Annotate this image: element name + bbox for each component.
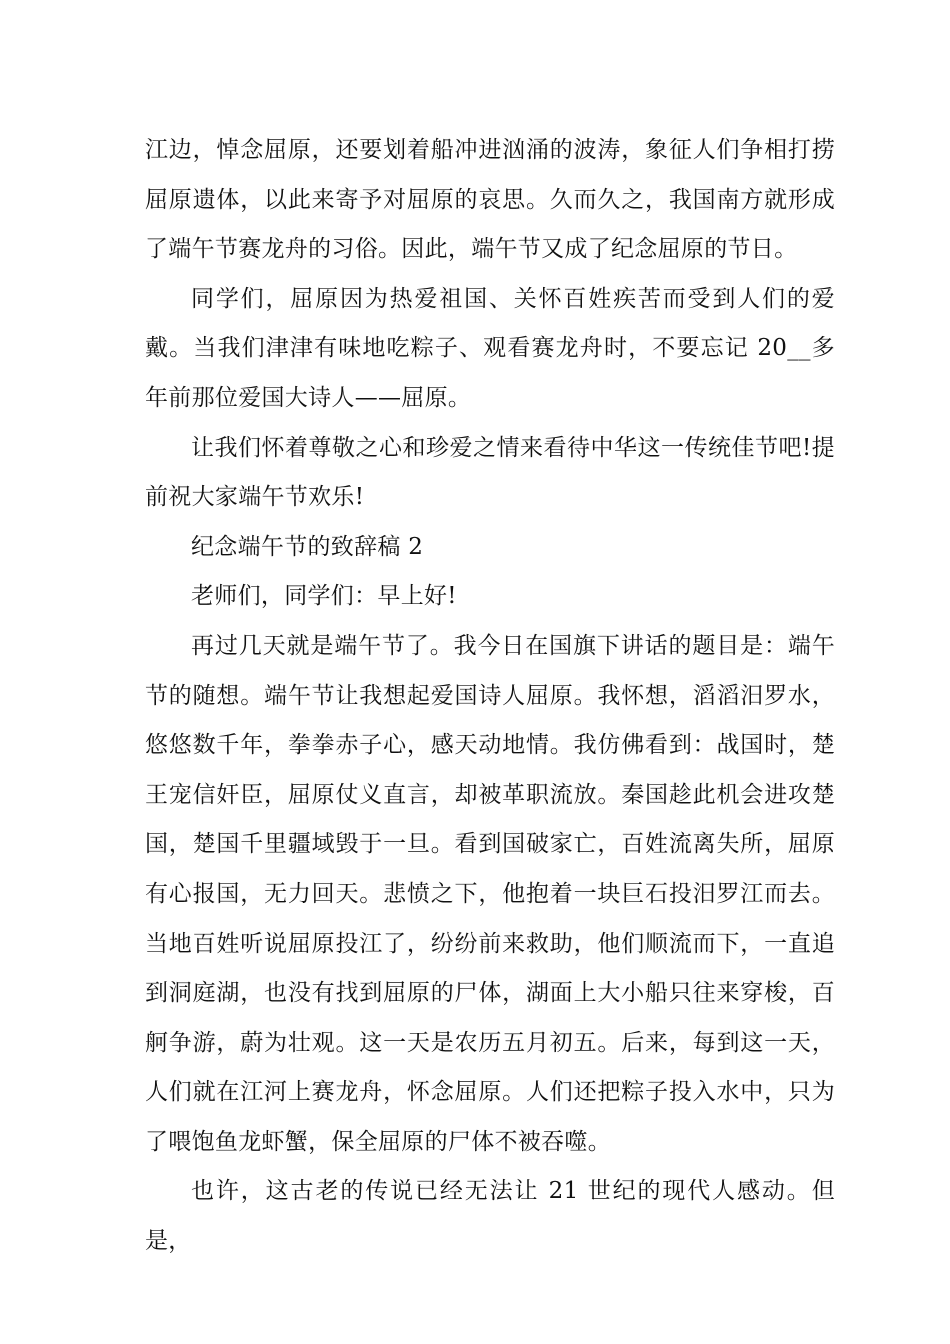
document-page [145, 126, 835, 1267]
paragraph-4: 再过几天就是端午节了。我今日在国旗下讲话的题目是：端午节的随想。端午节让我想起爱国诗人屈原。我怀想，滔滔汨罗水，悠悠数千年，拳拳赤子心，感天动地情。我仿佛看到：战国时，楚王宠信奸臣，屈原仗义直言，却被革职流放。秦国趁此机会进攻楚国，楚国千里疆域毁于一旦。看到国破家亡，百姓流离失所，屈原有心报国，无力回天。悲愤之下，他抱着一块巨石投汨罗江而去。当地百姓听说屈原投江了，纷纷前来救助，他们顺流而下，一直追到洞庭湖，也没有找到屈原的尸体，湖面上大小船只往来穿梭，百舸争游，蔚为壮观。这一天是农历五月初五。后来，每到这一天，人们就在江河上赛龙舟，怀念屈原。人们还把粽子投入水中，只为了喂饱鱼龙虾蟹，保全屈原的尸体不被吞噬。 [145, 632, 835, 1155]
paragraph-3: 让我们怀着尊敬之心和珍爱之情来看待中华这一传统佳节吧!提前祝大家端午节欢乐! [145, 434, 835, 511]
greeting-line: 老师们，同学们：早上好! [191, 583, 457, 610]
section-heading: 纪念端午节的致辞稿 2 [191, 533, 424, 560]
paragraph-1: 江边，悼念屈原，还要划着船冲进汹涌的波涛，象征人们争相打捞屈原遗体，以此来寄予对屈原的哀思。久而久之，我国南方就形成了端午节赛龙舟的习俗。因此，端午节又成了纪念屈原的节日。 [145, 137, 835, 263]
paragraph-5: 也许，这古老的传说已经无法让 21 世纪的现代人感动。但是， [145, 1178, 835, 1255]
paragraph-2: 同学们，屈原因为热爱祖国、关怀百姓疾苦而受到人们的爱戴。当我们津津有味地吃粽子、观看赛龙舟时，不要忘记 20__多年前那位爱国大诗人——屈原。 [145, 285, 835, 411]
